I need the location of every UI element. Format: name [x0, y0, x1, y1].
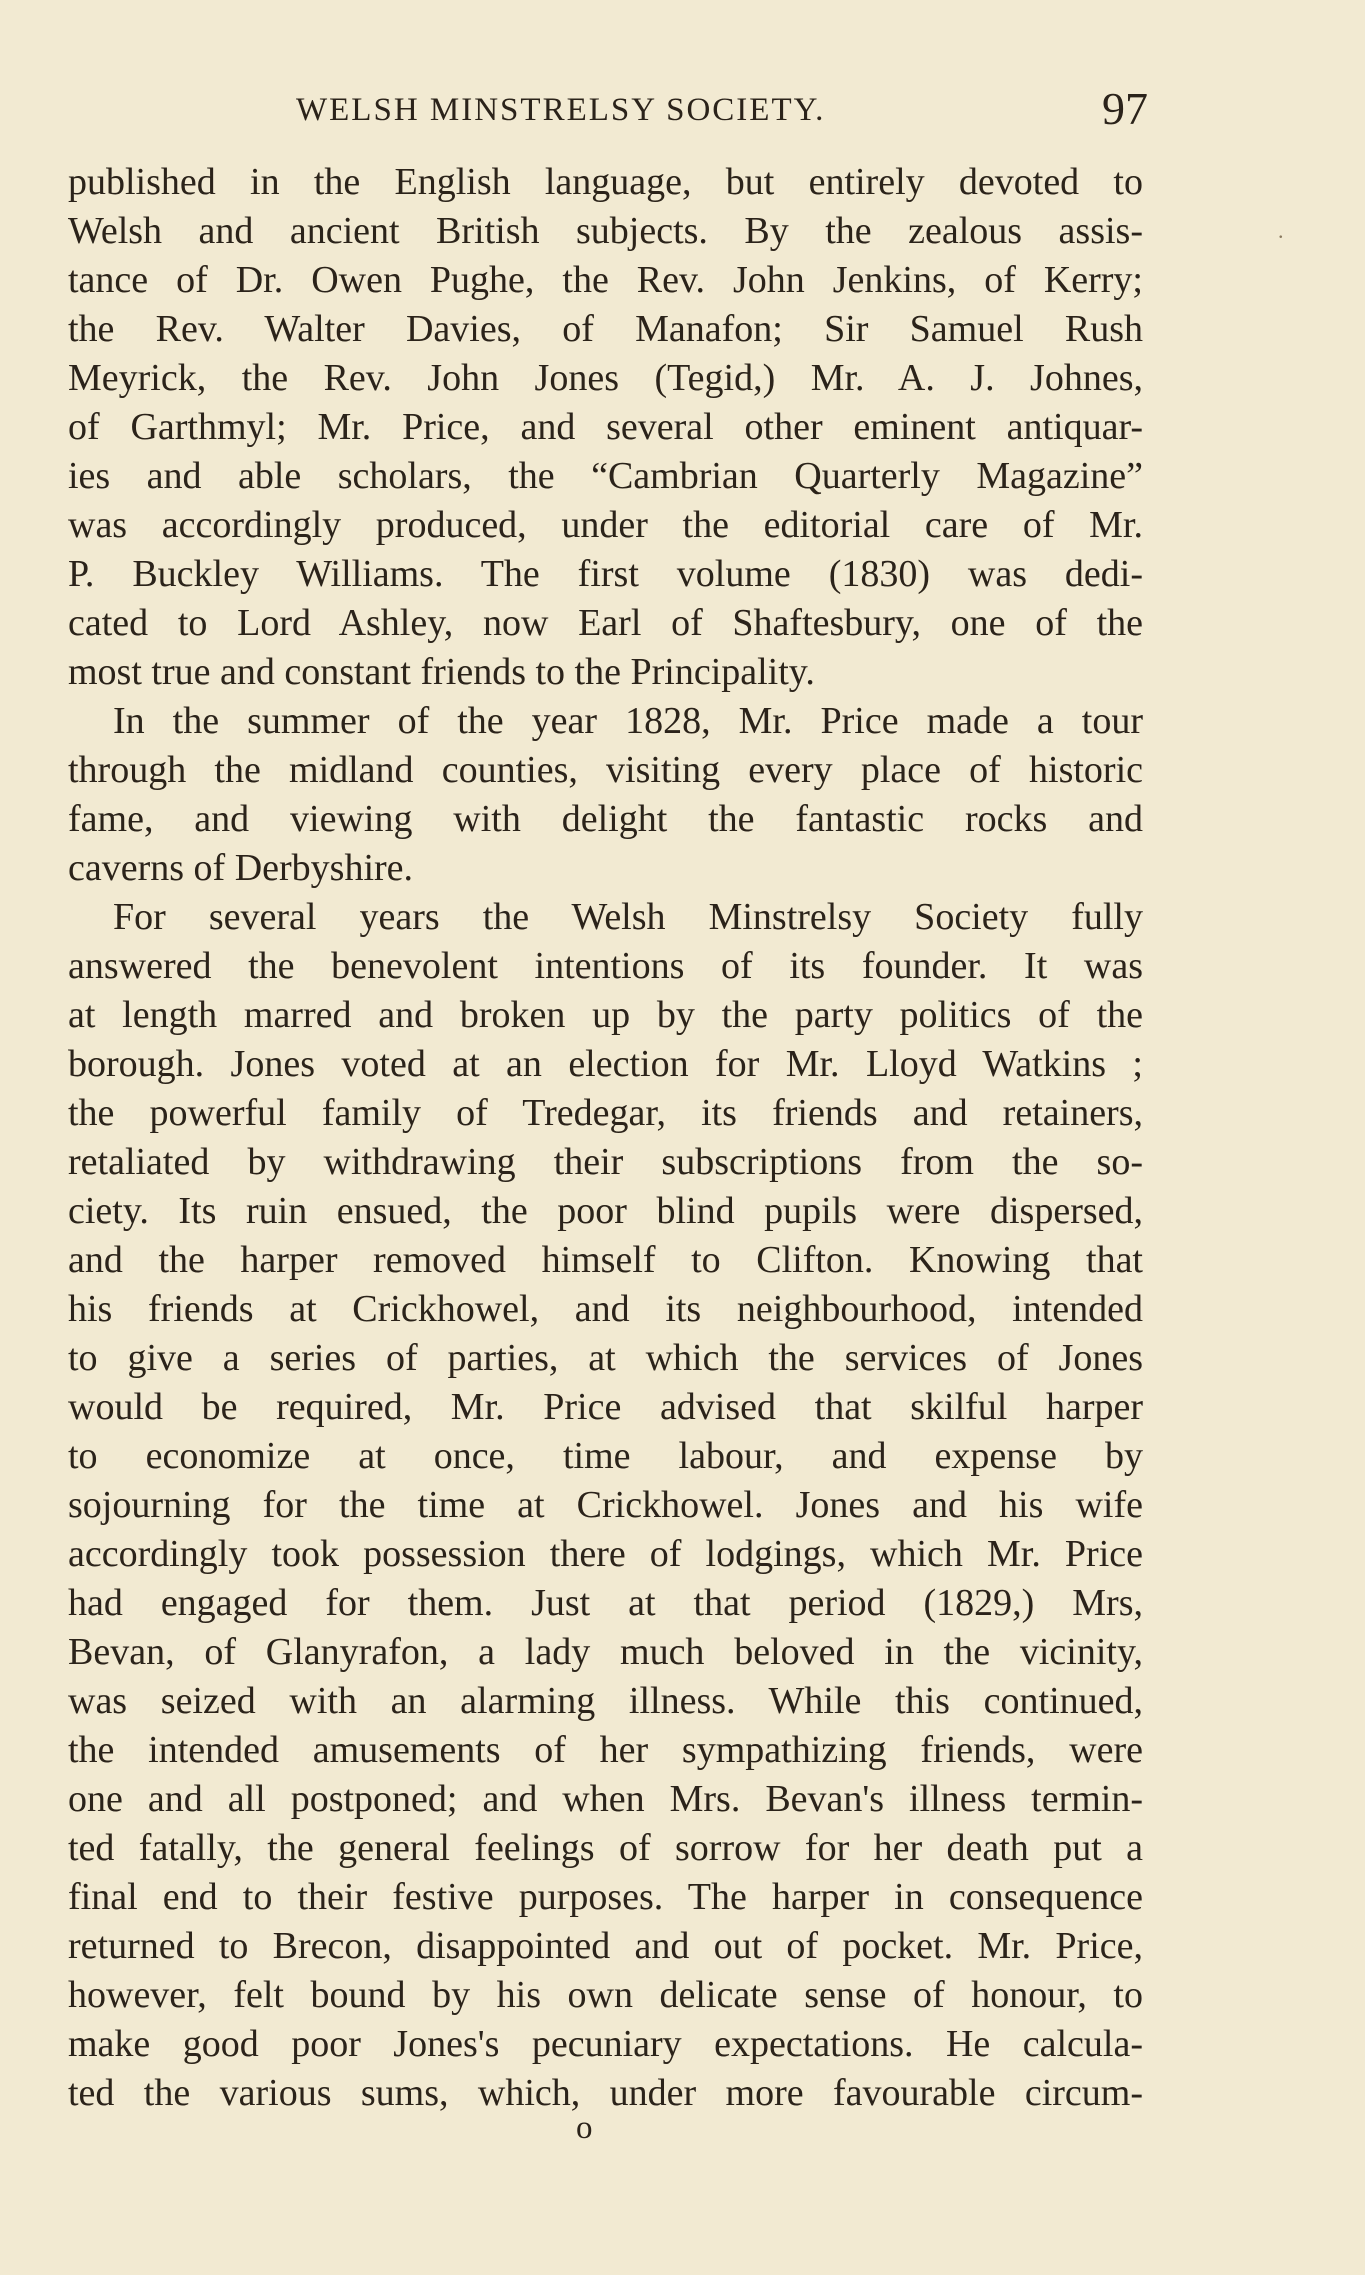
- page-number: 97: [1102, 83, 1148, 134]
- text-line: would be required, Mr. Price advised that skilful harper: [68, 1386, 1143, 1428]
- text-line: and the harper removed himself to Clifton. Knowing that: [68, 1239, 1143, 1281]
- speck-mark: .: [1278, 218, 1284, 243]
- text-line: Welsh and ancient British subjects. By the zealous assis-: [68, 210, 1143, 252]
- text-line: ciety. Its ruin ensued, the poor blind pupils were dispersed,: [68, 1190, 1143, 1232]
- text-line: to give a series of parties, at which the services of Jones: [68, 1337, 1143, 1379]
- text-line: to economize at once, time labour, and expense by: [68, 1435, 1143, 1477]
- text-line: the intended amusements of her sympathizing friends, were: [68, 1729, 1143, 1771]
- text-line: tance of Dr. Owen Pughe, the Rev. John Jenkins, of Kerry;: [68, 259, 1143, 301]
- text-line: fame, and viewing with delight the fantastic rocks and: [68, 798, 1143, 840]
- text-line: ted fatally, the general feelings of sorrow for her death put a: [68, 1827, 1143, 1869]
- text-line: was seized with an alarming illness. While this continued,: [68, 1680, 1143, 1722]
- text-line: ted the various sums, which, under more favourable circum-: [68, 2072, 1143, 2114]
- text-line: accordingly took possession there of lodgings, which Mr. Price: [68, 1533, 1143, 1575]
- text-line: one and all postponed; and when Mrs. Bevan's illness termin-: [68, 1778, 1143, 1820]
- text-line: most true and constant friends to the Principality.: [68, 651, 815, 693]
- text-line: Meyrick, the Rev. John Jones (Tegid,) Mr. A. J. Johnes,: [68, 357, 1143, 399]
- text-line: through the midland counties, visiting every place of historic: [68, 749, 1143, 791]
- text-line: retaliated by withdrawing their subscriptions from the so-: [68, 1141, 1143, 1183]
- text-line: In the summer of the year 1828, Mr. Price made a tour: [113, 700, 1143, 742]
- text-line: ies and able scholars, the “Cambrian Quarterly Magazine”: [68, 455, 1143, 497]
- running-head: [68, 82, 1148, 142]
- text-line: returned to Brecon, disappointed and out of pocket. Mr. Price,: [68, 1925, 1143, 1967]
- text-line: make good poor Jones's pecuniary expectations. He calcula-: [68, 2023, 1143, 2065]
- text-line: final end to their festive purposes. The harper in consequence: [68, 1876, 1143, 1918]
- text-line: the Rev. Walter Davies, of Manafon; Sir Samuel Rush: [68, 308, 1143, 350]
- text-line: his friends at Crickhowel, and its neighbourhood, intended: [68, 1288, 1143, 1330]
- printer-signature-mark: o: [576, 2110, 593, 2146]
- text-line: was accordingly produced, under the editorial care of Mr.: [68, 504, 1143, 546]
- text-line: of Garthmyl; Mr. Price, and several other eminent antiquar-: [68, 406, 1143, 448]
- text-line: P. Buckley Williams. The first volume (1830) was dedi-: [68, 553, 1143, 595]
- text-line: sojourning for the time at Crickhowel. Jones and his wife: [68, 1484, 1143, 1526]
- text-line: published in the English language, but entirely devoted to: [68, 161, 1143, 203]
- text-line: the powerful family of Tredegar, its friends and retainers,: [68, 1092, 1143, 1134]
- text-line: at length marred and broken up by the party politics of the: [68, 994, 1143, 1036]
- text-line: caverns of Derbyshire.: [68, 847, 414, 889]
- text-line: however, felt bound by his own delicate sense of honour, to: [68, 1974, 1143, 2016]
- running-title: WELSH MINSTRELSY SOCIETY.: [296, 92, 826, 128]
- text-line: answered the benevolent intentions of its founder. It was: [68, 945, 1143, 987]
- text-line: cated to Lord Ashley, now Earl of Shaftesbury, one of the: [68, 602, 1143, 644]
- text-line: had engaged for them. Just at that period (1829,) Mrs,: [68, 1582, 1143, 1624]
- text-line: Bevan, of Glanyrafon, a lady much beloved in the vicinity,: [68, 1631, 1143, 1673]
- text-line: For several years the Welsh Minstrelsy Society fully: [113, 896, 1143, 938]
- text-line: borough. Jones voted at an election for Mr. Lloyd Watkins ;: [68, 1043, 1143, 1085]
